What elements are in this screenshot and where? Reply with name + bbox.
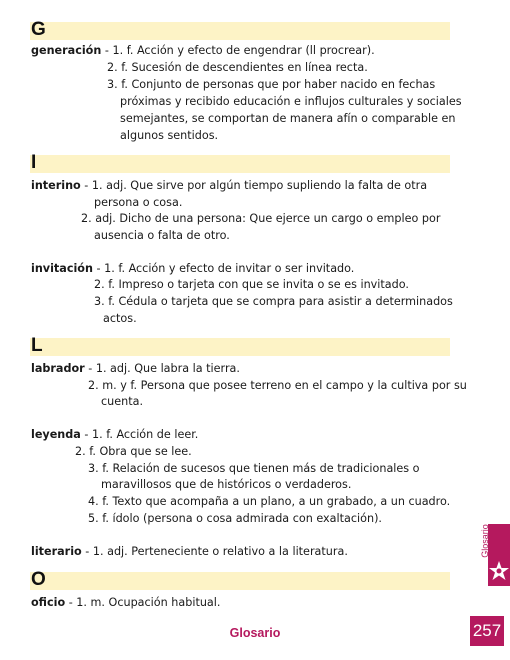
- entry-term: labrador: [31, 362, 85, 375]
- definition-line: persona o cosa.: [94, 196, 183, 209]
- definition-line: 3. f. Relación de sucesos que tienen más de tradicionales o: [88, 462, 420, 475]
- entry-line: [31, 261, 354, 276]
- definition-line: 2. adj. Dicho de una persona: Que ejerce un cargo o empleo por: [81, 212, 441, 225]
- letter-band-l: [30, 335, 450, 356]
- definition-line: maravillosos que de históricos o verdaderos.: [101, 478, 352, 491]
- definition-line: ausencia o falta de otro.: [94, 229, 230, 242]
- definition-line: 4. f. Texto que acompaña a un plano, a un grabado, a un cuadro.: [88, 495, 451, 508]
- section-letter-i: I: [31, 152, 37, 173]
- entry-term: generación: [31, 44, 102, 57]
- definition-text: - 1. adj. Perteneciente o relativo a la literatura.: [81, 545, 348, 558]
- definition-line: 2. f. Impreso o tarjeta con que se invita o se es invitado.: [94, 278, 409, 291]
- definition-line: 3. f. Conjunto de personas que por haber nacido en fechas: [107, 78, 436, 91]
- entry-line: [31, 595, 220, 610]
- definition-line: próximas y recibido educación e influjos culturales y sociales: [120, 95, 462, 108]
- section-letter-g: G: [31, 19, 46, 40]
- definition-line: 2. f. Sucesión de descendientes en línea recta.: [107, 61, 368, 74]
- side-tab-label: Glosario: [479, 524, 490, 558]
- section-letter-o: O: [31, 569, 46, 590]
- definition-text: - 1. f. Acción de leer.: [80, 428, 199, 441]
- definition-line: cuenta.: [101, 395, 144, 408]
- entry-line: [31, 178, 427, 193]
- definition-line: semejantes, se comportan de manera afín o comparable en: [120, 112, 456, 125]
- entry-term: interino: [31, 179, 81, 192]
- entry-term: leyenda: [31, 428, 81, 441]
- entry-line: [31, 544, 348, 559]
- letter-band-i: [30, 152, 450, 173]
- definition-text: - 1. f. Acción y efecto de invitar o ser invitado.: [92, 262, 355, 275]
- star-icon: [488, 560, 510, 582]
- definition-line: actos.: [103, 312, 137, 325]
- definition-line: 2. m. y f. Persona que posee terreno en el campo y la cultiva por su: [88, 379, 467, 392]
- definition-line: 3. f. Cédula o tarjeta que se compra para asistir a determinados: [94, 295, 453, 308]
- footer-title: Glosario: [229, 626, 281, 640]
- section-letter-l: L: [31, 335, 43, 356]
- definition-text: - 1. f. Acción y efecto de engendrar (ll procrear).: [101, 44, 375, 57]
- glossary-side-label: [479, 520, 494, 564]
- entry-term: invitación: [31, 262, 93, 275]
- definition-text: - 1. adj. Que sirve por algún tiempo supliendo la falta de otra: [80, 179, 428, 192]
- definition-line: 2. f. Obra que se lee.: [75, 445, 192, 458]
- entry-line: [31, 361, 240, 376]
- entry-line: [31, 43, 375, 58]
- entry-term: oficio: [31, 596, 66, 609]
- page-number: 257: [470, 616, 504, 646]
- letter-band-g: [30, 19, 450, 40]
- letter-band-o: [30, 569, 450, 590]
- entry-line: [31, 427, 198, 442]
- definition-text: - 1. m. Ocupación habitual.: [65, 596, 221, 609]
- definition-line: algunos sentidos.: [120, 129, 219, 142]
- entry-term: literario: [31, 545, 82, 558]
- definition-text: - 1. adj. Que labra la tierra.: [84, 362, 240, 375]
- definition-line: 5. f. ídolo (persona o cosa admirada con exaltación).: [88, 512, 382, 525]
